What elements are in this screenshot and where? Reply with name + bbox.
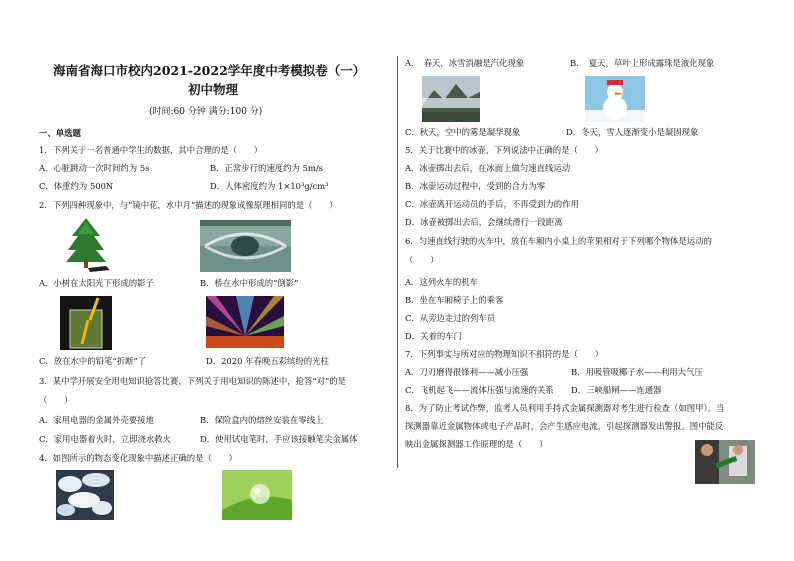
q6-paren: （ ） <box>405 255 439 265</box>
q5-option-d: D．冰壶被掷出去后，会继续滑行一段距离 <box>405 217 563 227</box>
q7-option-b: B．用吸管吸椰子水——利用大气压 <box>571 367 703 377</box>
q1-option-a: A．心脏跳动一次时间约为 5s <box>39 163 150 173</box>
tree-shadow-image <box>64 216 112 274</box>
q8-line-2: 探测器靠近金属物体或电子产品时，会产生感应电流，引起探测器发出警报。图中能反 <box>405 421 724 431</box>
q7-option-a: A．刀刃磨得很锋利——减小压强 <box>405 367 529 377</box>
q4-option-a: A． 春天，冰雪消融是汽化现象 <box>405 58 525 68</box>
light-beams-image <box>206 296 284 348</box>
q3-stem: 3．某中学开展安全用电知识抢答比赛，下列关于用电知识的陈述中，抢答“对”的是 <box>39 376 347 386</box>
section-heading: 一、单选题 <box>39 128 81 138</box>
q2-option-c: C．放在水中的铅笔“折断”了 <box>39 356 147 366</box>
q1-option-b: B．正常步行的速度约为 5m/s <box>210 163 323 173</box>
q1-option-c: C．体重约为 500N <box>39 181 114 191</box>
column-divider <box>397 56 398 468</box>
q6-option-c: C．从旁边走过的列车员 <box>405 313 496 323</box>
q5-stem: 5．关于比赛中的冰壶，下列说法中正确的是（ ） <box>405 145 603 155</box>
q8-line-1: 8．为了防止考试作弊，监考人员利用手持式金属探测器对考生进行检查（如图甲）。当 <box>405 403 725 413</box>
pencil-in-water-image <box>60 296 112 350</box>
q1-option-d: D．人体密度约为 1×10³g/cm³ <box>210 181 329 191</box>
q5-option-b: B．冰壶运动过程中，受到的合力为零 <box>405 181 546 191</box>
metal-detector-photo <box>695 440 755 484</box>
q4-option-c: C．秋天，空中的雾是凝华现象 <box>405 127 521 137</box>
q8-line-3: 映出金属探测器工作原理的是（ ） <box>405 439 548 449</box>
q5-option-a: A．冰壶掷出去后，在冰面上做匀速直线运动 <box>405 163 571 173</box>
q6-option-b: B．坐在车厢椅子上的乘客 <box>405 295 504 305</box>
q7-option-c: C．飞机起飞——流体压强与流速的关系 <box>405 385 554 395</box>
fog-mountain-image <box>422 76 480 122</box>
q2-stem: 2．下列四种现象中，与“镜中花，水中月”描述的现象成像原理相同的是（ ） <box>39 200 338 210</box>
q3-option-c: C．家用电器着火时，立即浇水救火 <box>39 434 172 444</box>
q3-paren: （ ） <box>39 395 73 405</box>
q4-option-b: B． 夏天，草叶上形成露珠是液化现象 <box>570 58 715 68</box>
melting-ice-image <box>56 470 114 520</box>
exam-subject: 初中物理 <box>188 82 239 97</box>
q3-option-d: D．使用试电笔时，手应该接触笔尖金属体 <box>200 434 358 444</box>
bridge-reflection-image <box>200 220 291 272</box>
q7-option-d: D．三峡船闸——连通器 <box>571 385 662 395</box>
q1-stem: 1．下列关于一名普通中学生的数据，其中合理的是（ ） <box>39 145 263 155</box>
q3-option-a: A．家用电器的金属外壳要接地 <box>39 415 154 425</box>
q6-option-d: D．关着的车门 <box>405 331 462 341</box>
q7-stem: 7．下列事实与所对应的物理知识不相符的是（ ） <box>405 349 603 359</box>
q6-stem: 6．匀速直线行驶的火车中，放在车厢内小桌上的苹果相对于下列哪个物体是运动的 <box>405 236 712 246</box>
snowman-image <box>585 76 645 122</box>
q2-option-a: A．小树在太阳光下形成的影子 <box>39 278 154 288</box>
dewdrop-leaf-image <box>222 470 292 520</box>
q5-option-c: C．冰壶离开运动员的手后，不再受到力的作用 <box>405 199 579 209</box>
q4-option-d: D．冬天，雪人逐渐变小是凝固现象 <box>566 127 699 137</box>
exam-title: 海南省海口市校内2021-2022学年度中考模拟卷（一） <box>53 63 366 78</box>
q4-stem: 4．如图所示的物态变化现象中描述正确的是（ ） <box>39 453 237 463</box>
q6-option-a: A．这列火车的机车 <box>405 277 479 287</box>
q3-option-b: B．保险盒内的熔丝安装在零线上 <box>200 415 324 425</box>
q2-option-b: B．桥在水中形成的“倒影” <box>200 278 299 288</box>
q2-option-d: D．2020 年春晚五彩缤纷的光柱 <box>206 356 329 366</box>
exam-time-info: (时间:60 分钟 满分:100 分) <box>149 107 263 117</box>
